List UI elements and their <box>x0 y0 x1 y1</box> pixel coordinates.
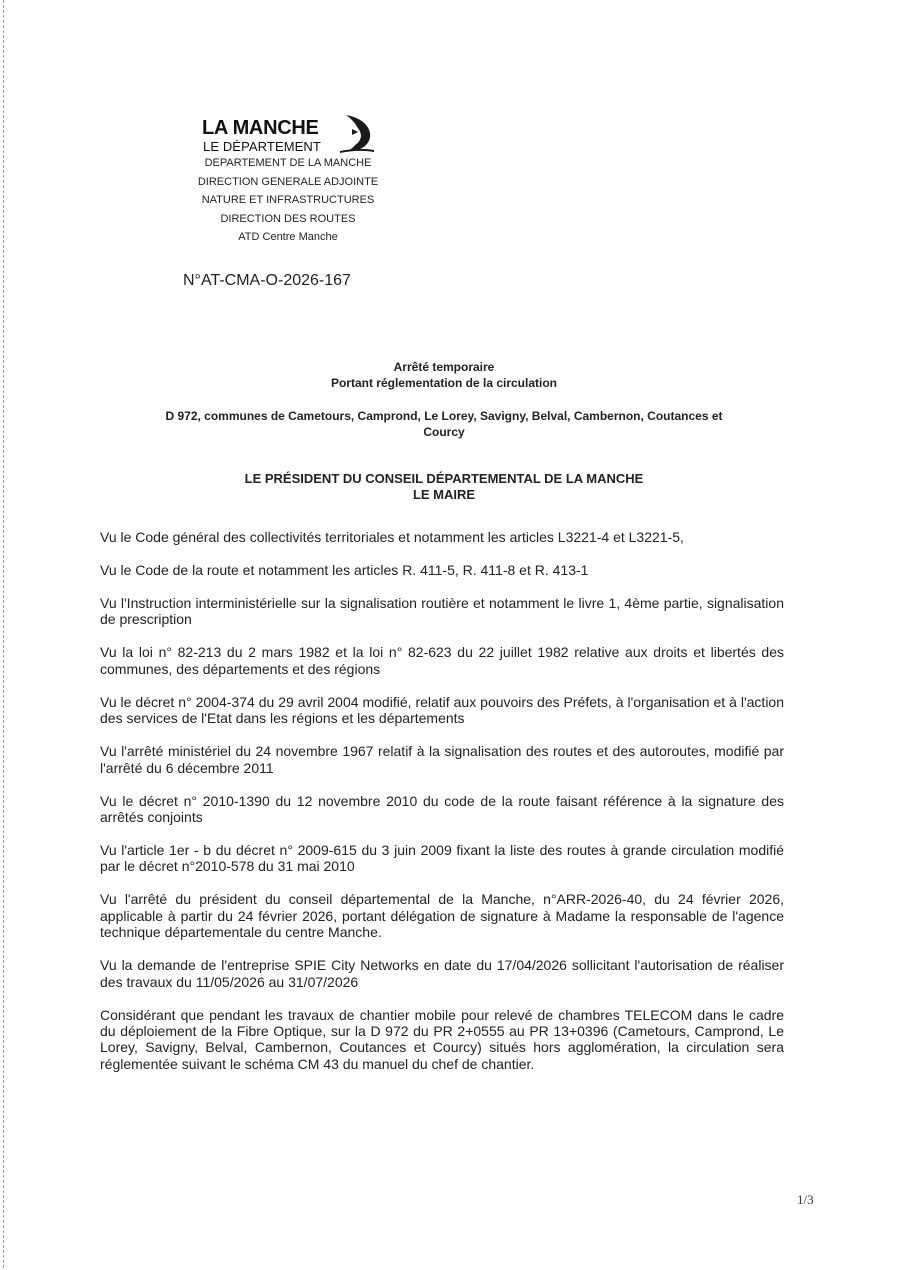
page-number: 1/3 <box>797 1192 814 1207</box>
authority-heading <box>100 471 788 503</box>
decree-body <box>100 529 784 1089</box>
considerant-paragraph: Vu l'Instruction interministérielle sur la signalisation routière et notamment le livre 1, 4ème partie, signalisation de prescription <box>100 595 784 628</box>
roads-line: Courcy <box>423 425 465 439</box>
logo-title: LA MANCHE <box>202 117 319 139</box>
org-line: NATURE ET INFRASTRUCTURES <box>201 194 375 206</box>
org-line: ATD Centre Manche <box>238 231 338 243</box>
org-line: DEPARTEMENT DE LA MANCHE <box>204 157 372 169</box>
considerant-paragraph: Vu le Code général des collectivités territoriales et notamment les articles L3221-4 et L3221-5, <box>100 529 684 545</box>
org-line: DIRECTION GENERALE ADJOINTE <box>197 175 379 188</box>
considerant-paragraph: Vu le décret n° 2010-1390 du 12 novembre 2010 du code de la route faisant référence à la signature des arrêtés conjoints <box>100 792 784 826</box>
manche-emblem-icon <box>340 113 376 153</box>
department-logo <box>202 113 382 159</box>
decree-title <box>100 359 788 391</box>
considerant-paragraph: Vu le Code de la route et notamment les articles R. 411-5, R. 411-8 et R. 413-1 <box>100 562 589 578</box>
department-address <box>170 154 406 247</box>
authority-line: LE PRÉSIDENT DU CONSEIL DÉPARTEMENTAL DE LA MANCHE <box>244 471 644 486</box>
roads-line: D 972, communes de Cametours, Camprond, Le Lorey, Savigny, Belval, Cambernon, Coutances et <box>165 409 723 423</box>
considerant-paragraph: Vu l'article 1er - b du décret n° 2009-615 du 3 juin 2009 fixant la liste des routes à grande circulation modifié par le décret n°2010-578 du 31 mai 2010 <box>100 842 784 875</box>
considerant-paragraph: Vu la loi n° 82-213 du 2 mars 1982 et la loi n° 82-623 du 22 juillet 1982 relative aux droits et libertés des communes, des départements et des régions <box>100 644 784 677</box>
title-line: Arrêté temporaire <box>393 360 495 374</box>
authority-line: LE MAIRE <box>412 487 476 502</box>
roads-heading <box>100 408 788 440</box>
considerant-paragraph: Vu la demande de l'entreprise SPIE City Networks en date du 17/04/2026 sollicitant l'autorisation de réaliser des travaux du 11/05/2026 au 31/07/2026 <box>100 957 784 990</box>
scan-edge <box>3 0 4 1270</box>
decree-reference: N°AT-CMA-O-2026-167 <box>183 272 351 289</box>
considerant-paragraph: Vu l'arrêté ministériel du 24 novembre 1967 relatif à la signalisation des routes et des autoroutes, modifié par l'arrêté du 6 décembre 2011 <box>100 743 784 776</box>
title-line: Portant réglementation de la circulation <box>330 376 558 390</box>
considerant-paragraph: Vu l'arrêté du président du conseil départemental de la Manche, n°ARR-2026-40, du 24 février 2026, applicable à partir du 24 février 2026, portant délégation de signature à Madame la responsable de l'agence technique départementale du centre Manche. <box>100 891 784 941</box>
logo-subtitle: LE DÉPARTEMENT <box>203 139 321 154</box>
considerant-paragraph: Vu le décret n° 2004-374 du 29 avril 2004 modifié, relatif aux pouvoirs des Préfets, à l'organisation et à l'action des services de l'Etat dans les régions et les départements <box>100 693 784 727</box>
considerant-paragraph: Considérant que pendant les travaux de chantier mobile pour relevé de chambres TELECOM dans le cadre du déploiement de la Fibre Optique, sur la D 972 du PR 2+0555 au PR 13+0396 (Cametours, Camprond, Le Lorey, Savigny, Belval, Cambernon, Coutances et Courcy) situés hors agglomération, la circulation sera réglementée suivant le schéma CM 43 du manuel du chef de chantier. <box>100 1006 784 1072</box>
org-line: DIRECTION DES ROUTES <box>220 212 356 225</box>
